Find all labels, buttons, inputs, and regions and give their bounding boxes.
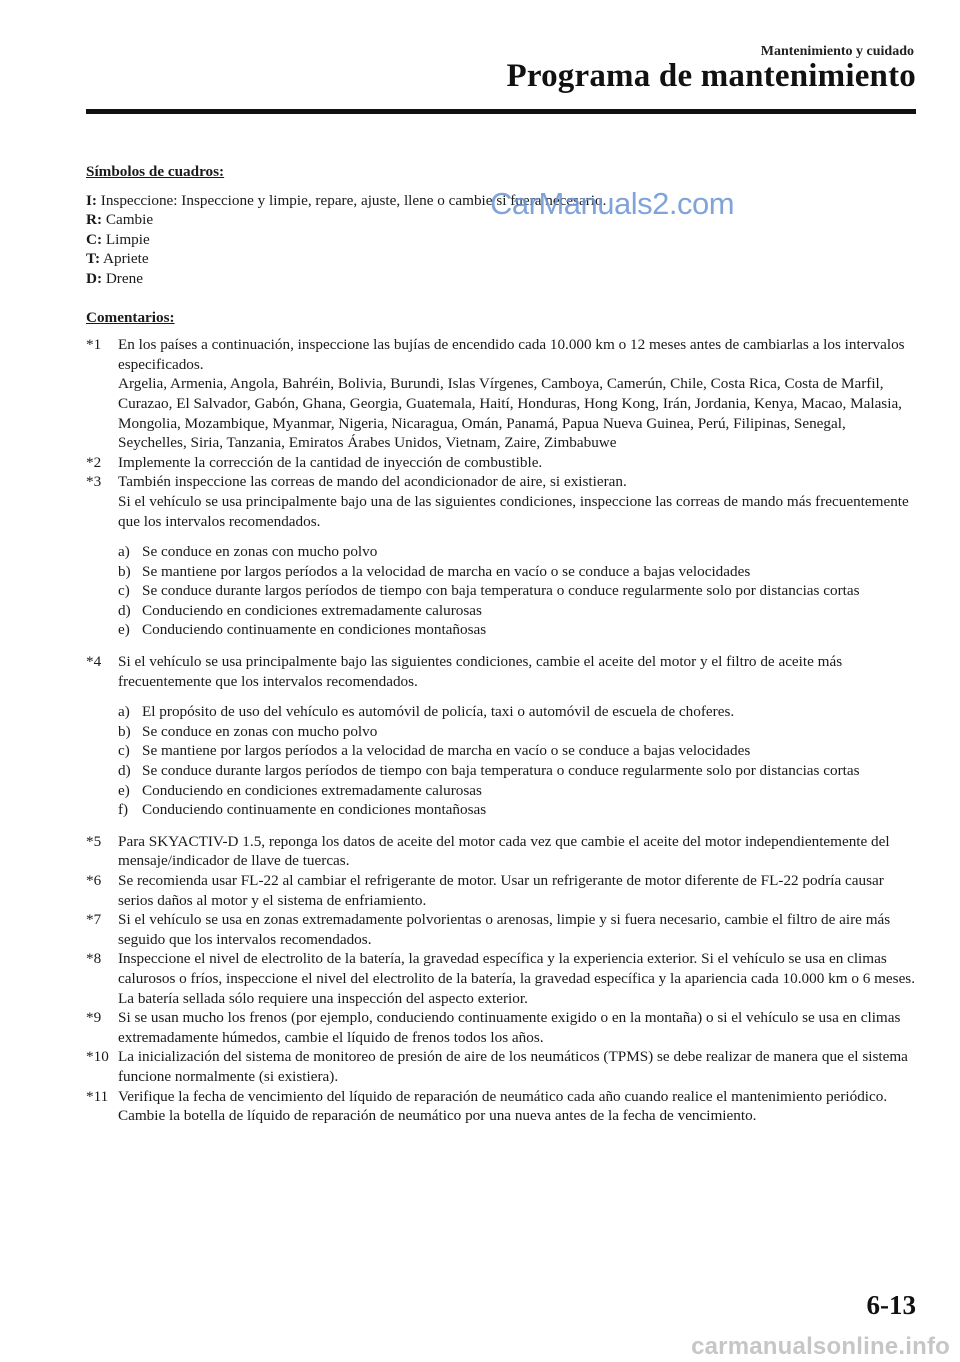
condition-text: El propósito de uso del vehículo es automóvil de policía, taxi o automóvil de escuela de choferes. <box>142 703 735 721</box>
note-marker: *10 <box>86 1048 109 1066</box>
comment-note <box>86 949 916 1008</box>
symbol-description: Drene <box>105 269 143 287</box>
note-marker: *2 <box>86 453 102 471</box>
comment-note <box>86 652 916 820</box>
condition-text: Se conduce durante largos períodos de tiempo con baja temperatura o conduce regularmente solo por distancias cortas <box>142 762 860 780</box>
watermark-logo: CarManuals2.com <box>490 186 735 221</box>
note-paragraph: En los países a continuación, inspeccione las bujías de encendido cada 10.000 km o 12 meses antes de cambiarlas a los intervalos especificados. <box>118 336 905 373</box>
condition-text: Conduciendo continuamente en condiciones montañosas <box>142 621 487 639</box>
note-marker: *3 <box>86 473 102 491</box>
note-marker: *11 <box>86 1087 109 1105</box>
condition-list <box>118 542 916 640</box>
note-marker: *7 <box>86 911 102 929</box>
condition-text: Se conduce durante largos períodos de tiempo con baja temperatura o conduce regularmente solo por distancias cortas <box>142 582 860 600</box>
condition-item <box>118 781 916 801</box>
condition-text: Se mantiene por largos períodos a la velocidad de marcha en vacío o se conduce a bajas velocidades <box>142 562 751 580</box>
condition-text: Conduciendo en condiciones extremadamente calurosas <box>142 781 482 799</box>
condition-list <box>118 702 916 820</box>
symbol-key: D: <box>86 269 103 287</box>
condition-item <box>118 620 916 640</box>
symbol-row <box>86 230 916 250</box>
symbol-description: Inspeccione: Inspeccione y limpie, repare, ajuste, llene o cambie si fuera necesario. <box>100 191 607 209</box>
condition-item <box>118 741 916 761</box>
symbol-key: R: <box>86 211 103 229</box>
condition-item <box>118 702 916 722</box>
condition-marker: e) <box>118 621 130 639</box>
note-paragraph: Si el vehículo se usa en zonas extremadamente polvorientas o arenosas, limpie y si fuera necesario, cambie el filtro de aire más seguido que los intervalos recomendados. <box>118 911 891 948</box>
condition-item <box>118 722 916 742</box>
note-marker: *4 <box>86 653 102 671</box>
comments-list <box>86 335 916 1126</box>
comment-note <box>86 871 916 910</box>
note-marker: *9 <box>86 1009 102 1027</box>
comment-note <box>86 335 916 453</box>
page-title: Programa de mantenimiento <box>506 58 916 94</box>
note-paragraph: Implemente la corrección de la cantidad de inyección de combustible. <box>118 453 543 471</box>
condition-text: Conduciendo continuamente en condiciones montañosas <box>142 801 487 819</box>
comment-note <box>86 453 916 473</box>
document-body <box>86 162 916 1126</box>
note-paragraph: Si se usan mucho los frenos (por ejemplo, conduciendo continuamente exigido o en la montaña) o si el vehículo se usa en climas extremadamente húmedos, cambie el líquido de frenos todos los años. <box>118 1009 901 1046</box>
note-paragraph: Si el vehículo se usa principalmente bajo una de las siguientes condiciones, inspeccione las correas de mando más frecuentemente que los intervalos recomendados. <box>118 492 909 530</box>
header-divider <box>86 109 916 114</box>
section-title: Mantenimiento y cuidado <box>760 44 914 59</box>
condition-item <box>118 601 916 621</box>
note-marker: *1 <box>86 336 102 354</box>
note-marker: *6 <box>86 872 102 889</box>
condition-marker: a) <box>118 543 130 561</box>
condition-marker: b) <box>118 722 131 740</box>
note-paragraph: Si el vehículo se usa principalmente bajo las siguientes condiciones, cambie el aceite del motor y el filtro de aceite más frecuentemente que los intervalos recomendados. <box>118 653 843 690</box>
note-paragraph: También inspeccione las correas de mando del acondicionador de aire, si existieran. <box>118 473 627 491</box>
symbol-description: Cambie <box>105 211 154 229</box>
note-paragraph: Para SKYACTIV-D 1.5, reponga los datos de aceite del motor cada vez que cambie el aceite del motor independientemente del mensaje/indicador de llave de tuercas. <box>118 832 890 870</box>
page-number: 6-13 <box>866 1290 916 1320</box>
condition-marker: d) <box>118 762 131 780</box>
comment-note <box>86 832 916 871</box>
symbol-row <box>86 249 916 269</box>
symbol-key: T: <box>86 250 101 268</box>
comment-note <box>86 472 916 640</box>
condition-marker: c) <box>118 582 130 600</box>
comments-heading: Comentarios: <box>86 308 175 326</box>
note-marker: *5 <box>86 832 102 850</box>
symbols-heading: Símbolos de cuadros: <box>86 163 225 180</box>
note-paragraph: Inspeccione el nivel de electrolito de la batería, la gravedad específica y la experiencia exterior. Si el vehículo se usa en climas calurosos o fríos, inspeccione el nivel del electrolito de la batería, la gravedad específica y la apariencia cada 10.000 km o 6 meses. La batería sellada sólo requiere una inspección del aspecto exterior. <box>118 950 916 1007</box>
condition-item <box>118 761 916 781</box>
condition-marker: a) <box>118 703 130 721</box>
symbol-description: Limpie <box>105 230 150 248</box>
condition-marker: e) <box>118 781 130 799</box>
condition-item <box>118 542 916 562</box>
condition-item <box>118 562 916 582</box>
condition-text: Se mantiene por largos períodos a la velocidad de marcha en vacío o se conduce a bajas velocidades <box>142 742 751 760</box>
condition-text: Conduciendo en condiciones extremadamente calurosas <box>142 601 482 619</box>
condition-marker: b) <box>118 562 131 580</box>
condition-marker: c) <box>118 742 130 760</box>
condition-item <box>118 581 916 601</box>
note-paragraph: Se recomienda usar FL-22 al cambiar el refrigerante de motor. Usar un refrigerante de motor diferente de FL-22 podría causar serios daños al motor y el sistema de enfriamiento. <box>118 872 884 909</box>
comment-note <box>86 1047 916 1086</box>
condition-item <box>118 800 916 820</box>
note-paragraph: La inicialización del sistema de monitoreo de presión de aire de los neumáticos (TPMS) se debe realizar de manera que el sistema funcione normalmente (si existiera). <box>118 1048 908 1085</box>
note-paragraph: Verifique la fecha de vencimiento del líquido de reparación de neumático cada año cuando realice el mantenimiento periódico. Cambie la botella de líquido de reparación de neumático por una nueva antes de la fecha de vencimiento. <box>118 1087 888 1125</box>
note-paragraph: Argelia, Armenia, Angola, Bahréin, Bolivia, Burundi, Islas Vírgenes, Camboya, Camerún, Chile, Costa Rica, Costa de Marfil, Curazao, El Salvador, Gabón, Ghana, Georgia, Guatemala, Haití, Honduras, Hong Kong, Irán, Jordania, Kenya, Macao, Malasia, Mongolia, Mozambique, Myanmar, Nigeria, Nicaragua, Omán, Panamá, Papua Nueva Guinea, Perú, Filipinas, Senegal, Seychelles, Siria, Tanzania, Emiratos Árabes Unidos, Vietnam, Zaire, Zimbabuwe <box>118 375 902 452</box>
comment-note <box>86 1087 916 1126</box>
comment-note <box>86 1008 916 1047</box>
condition-marker: d) <box>118 601 131 619</box>
comment-note <box>86 910 916 949</box>
condition-marker: f) <box>118 801 129 819</box>
symbol-key: I: <box>86 191 97 209</box>
note-marker: *8 <box>86 950 102 968</box>
symbol-description: Apriete <box>103 250 149 268</box>
symbol-key: C: <box>86 230 103 248</box>
footer-watermark: carmanualsonline.info <box>691 1333 950 1360</box>
condition-text: Se conduce en zonas con mucho polvo <box>142 543 378 561</box>
condition-text: Se conduce en zonas con mucho polvo <box>142 722 378 740</box>
symbol-row <box>86 269 916 289</box>
